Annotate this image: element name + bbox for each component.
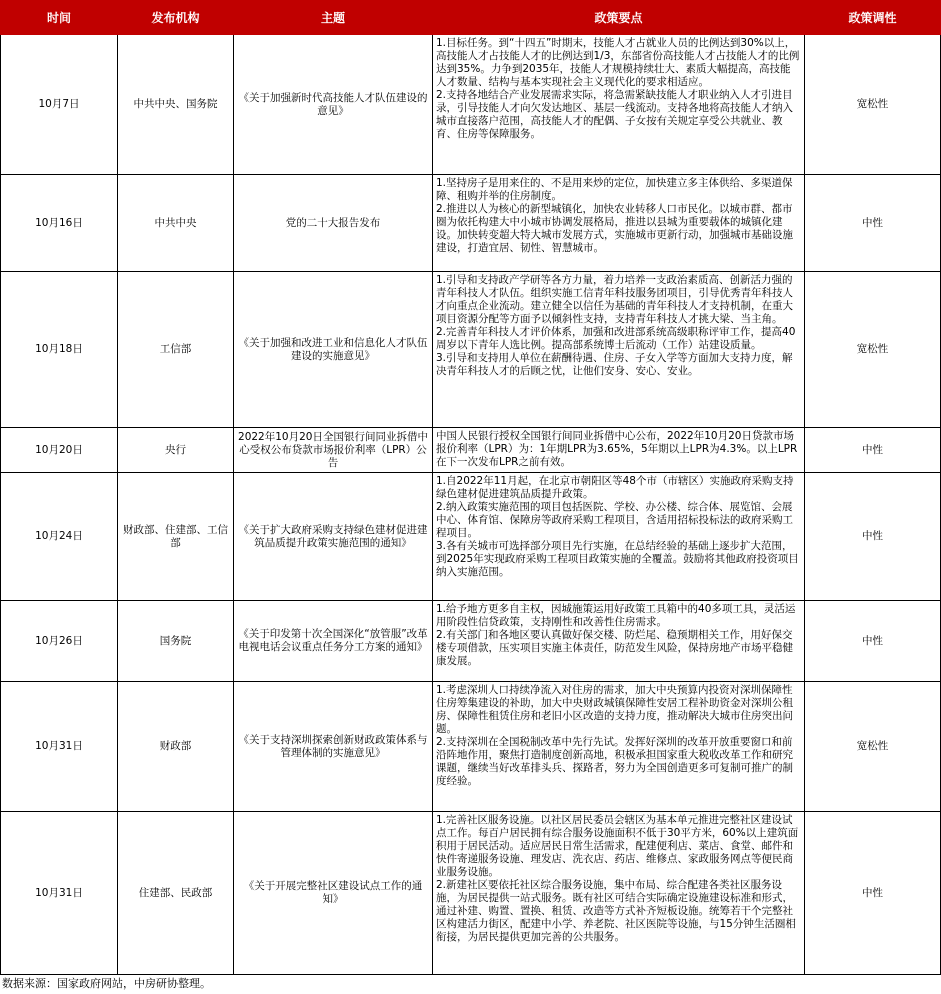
policy-point: 2.有关部门和各地区要认真做好保交楼、防烂尾、稳预期相关工作，用好保交楼专项借款，压实项目实施主体责任，防范发生风险，保持房地产市场平稳健康发展。 [436,629,793,667]
policy-point: 2.支持深圳在全国税制改革中先行先试。发挥好深圳的改革开放重要窗口和前沿阵地作用，聚焦打造制度创新高地，积极承担国家重大税收改革工作和研究课题，继续当好改革排头兵、探路者，努力为全国创造更多可复制可推广的制度经验。 [436,736,793,787]
policy-point: 1.引导和支持政产学研等各方力量，着力培养一支政治素质高、创新活力强的青年科技人才队伍。组织实施工信青年科技服务团项目，引导优秀青年科技人才向重点企业流动。建立健全以信任为基础的青年科技人才支持机制，在重大项目资源分配等方面予以倾斜性支持，支持青年科技人才挑大梁、当主角。 [436,274,793,325]
policy-point: 1.给予地方更多自主权，因城施策运用好政策工具箱中的40多项工具，灵活运用阶段性信贷政策，支持刚性和改善性住房需求。 [436,603,796,628]
row-date: 10月31日 [1,812,118,975]
header-tone: 政策调性 [805,1,941,35]
row-topic: 《关于印发第十次全国深化“放管服”改革电视电话会议重点任务分工方案的通知》 [234,601,433,682]
row-date: 10月16日 [1,175,118,272]
row-org: 住建部、民政部 [118,812,234,975]
row-org: 中共中央 [118,175,234,272]
row-date: 10月26日 [1,601,118,682]
row-topic: 2022年10月20日全国银行间同业拆借中心受权公布贷款市场报价利率（LPR）公告 [234,428,433,473]
row-tone: 中性 [805,428,941,473]
data-source-note: 数据来源：国家政府网站，中房研协整理。 [2,977,211,990]
table-row [1,812,941,975]
row-date: 10月20日 [1,428,118,473]
policy-point: 中国人民银行授权全国银行间同业拆借中心公布，2022年10月20日贷款市场报价利率（LPR）为：1年期LPR为3.65%，5年期以上LPR为4.3%。以上LPR在下一次发布LPR之前有效。 [436,430,798,468]
table-row [1,35,941,175]
row-org: 财政部 [118,682,234,812]
policy-point: 2.完善青年科技人才评价体系，加强和改进部系统高级职称评审工作，提高40周岁以下青年人选比例。提高部系统博士后流动（工作）站建设质量。 [436,326,796,351]
policy-point: 2.推进以人为核心的新型城镇化，加快农业转移人口市民化。以城市群、都市圈为依托构建大中小城市协调发展格局，推进以县城为重要载体的城镇化建设。加快转变超大特大城市发展方式，实施城市更新行动，加强城市基础设施建设，打造宜居、韧性、智慧城市。 [436,203,793,254]
policy-point: 2.新建社区要依托社区综合服务设施，集中布局、综合配建各类社区服务设施，为居民提供一站式服务。既有社区可结合实际确定设施建设标准和形式，通过补建、购置、置换、租赁、改造等方式补齐短板设施。统筹若干个完整社区构建活力街区，配建中小学、养老院、社区医院等设施，与15分钟生活圈相衔接，为居民提供更加完善的公共服务。 [436,879,796,943]
row-topic: 《关于开展完整社区建设试点工作的通知》 [234,812,433,975]
table-row [1,428,941,473]
row-points [433,272,805,428]
header-date: 时间 [1,1,118,35]
header-topic: 主题 [234,1,433,35]
row-org: 财政部、住建部、工信部 [118,473,234,601]
policy-point: 1.考虑深圳人口持续净流入对住房的需求，加大中央预算内投资对深圳保障性住房筹集建设的补助，加大中央财政城镇保障性安居工程补助资金对深圳公租房、保障性租赁住房和老旧小区改造的支持力度，推动解决大城市住房突出问题。 [436,684,793,735]
policy-point: 1.完善社区服务设施。以社区居民委员会辖区为基本单元推进完整社区建设试点工作。每百户居民拥有综合服务设施面积不低于30平方米，60%以上建筑面积用于居民活动。适应居民日常生活需求，配建便利店、菜店、食堂、邮件和快件寄递服务设施、理发店、洗衣店、药店、维修点、家政服务网点等便民商业服务设施。 [436,814,799,878]
header-org: 发布机构 [118,1,234,35]
row-date: 10月24日 [1,473,118,601]
row-tone: 中性 [805,473,941,601]
row-topic: 《关于支持深圳探索创新财政政策体系与管理体制的实施意见》 [234,682,433,812]
policy-point: 2.纳入政策实施范围的项目包括医院、学校、办公楼、综合体、展览馆、会展中心、体育馆、保障房等政府采购工程项目，含适用招标投标法的政府采购工程项目。 [436,501,793,539]
row-org: 国务院 [118,601,234,682]
row-tone: 宽松性 [805,272,941,428]
row-date: 10月31日 [1,682,118,812]
row-points [433,35,805,175]
header-points: 政策要点 [433,1,805,35]
row-points [433,473,805,601]
table-row [1,473,941,601]
row-points [433,682,805,812]
policy-point: 1.自2022年11月起，在北京市朝阳区等48个市（市辖区）实施政府采购支持绿色建材促进建筑品质提升政策。 [436,475,794,500]
row-org: 中共中央、国务院 [118,35,234,175]
row-points [433,428,805,473]
row-date: 10月7日 [1,35,118,175]
policy-point: 1.目标任务。到“十四五”时期末，技能人才占就业人员的比例达到30%以上，高技能人才占技能人才的比例达到1/3，东部省份高技能人才占技能人才的比例达到35%。力争到2035年，技能人才规模持续壮大、素质大幅提高，高技能人才数量、结构与基本实现社会主义现代化的要求相适应。 [436,37,800,88]
row-org: 工信部 [118,272,234,428]
row-tone: 中性 [805,812,941,975]
table-row [1,601,941,682]
row-tone: 宽松性 [805,682,941,812]
row-topic: 党的二十大报告发布 [234,175,433,272]
row-tone: 中性 [805,601,941,682]
policy-point: 3.各有关城市可选择部分项目先行实施，在总结经验的基础上逐步扩大范围，到2025年实现政府采购工程项目政策实施的全覆盖。鼓励将其他政府投资项目纳入实施范围。 [436,540,799,578]
row-points [433,601,805,682]
row-date: 10月18日 [1,272,118,428]
policy-point: 1.坚持房子是用来住的、不是用来炒的定位，加快建立多主体供给、多渠道保障、租购并举的住房制度。 [436,177,793,202]
row-topic: 《关于扩大政府采购支持绿色建材促进建筑品质提升政策实施范围的通知》 [234,473,433,601]
header-row [1,1,941,35]
row-topic: 《关于加强新时代高技能人才队伍建设的意见》 [234,35,433,175]
row-org: 央行 [118,428,234,473]
row-topic: 《关于加强和改进工业和信息化人才队伍建设的实施意见》 [234,272,433,428]
row-tone: 中性 [805,175,941,272]
policy-point: 3.引导和支持用人单位在薪酬待遇、住房、子女入学等方面加大支持力度，解决青年科技人才的后顾之忧，让他们安身、安心、安业。 [436,352,793,377]
table-row [1,175,941,272]
table-row [1,272,941,428]
row-tone: 宽松性 [805,35,941,175]
policy-point: 2.支持各地结合产业发展需求实际，将急需紧缺技能人才职业纳入人才引进目录，引导技能人才向欠发达地区、基层一线流动。支持各地将高技能人才纳入城市直接落户范围，高技能人才的配偶、子女按有关规定享受公共就业、教育、住房等保障服务。 [436,89,793,140]
row-points [433,175,805,272]
row-points [433,812,805,975]
table-row [1,682,941,812]
